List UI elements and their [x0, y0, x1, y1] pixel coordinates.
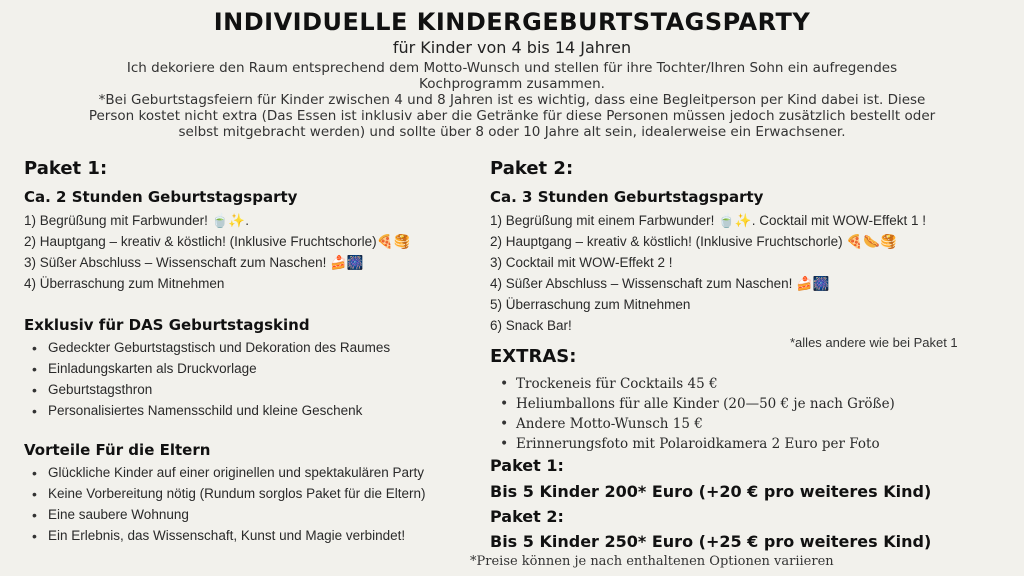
exklusiv-item: • Einladungskarten als Druckvorlage	[48, 361, 257, 376]
paket2-item: 5) Überraschung zum Mitnehmen	[490, 297, 691, 312]
extras-item: • Andere Motto-Wunsch 15 €	[516, 416, 703, 432]
extras-item: • Heliumballons für alle Kinder (20—50 € je nach Größe)	[516, 396, 895, 412]
page-title: INDIVIDUELLE KINDERGEBURTSTAGSPARTY	[213, 8, 811, 36]
price-footnote: *Preise können je nach enthaltenen Optionen variieren	[470, 554, 834, 569]
intro-line-3: *Bei Geburtstagsfeiern für Kinder zwischen 4 und 8 Jahren ist es wichtig, dass eine Begleitperson per Kind dabei ist. Diese	[98, 92, 926, 108]
extras-item: • Erinnerungsfoto mit Polaroidkamera 2 Euro per Foto	[516, 436, 880, 452]
paket1-heading: Paket 1:	[24, 158, 108, 179]
price-paket2-label: Paket 2:	[490, 507, 564, 526]
intro-line-4: Person kostet nicht extra (Das Essen ist inklusiv aber die Getränke für diese Personen müssen jedoch zusätzlich bestellt oder	[88, 108, 936, 124]
paket2-item: 3) Cocktail mit WOW-Effekt 2 !	[490, 255, 673, 270]
exklusiv-item: • Gedeckter Geburtstagstisch und Dekoration des Raumes	[48, 340, 390, 355]
paket2-item: 4) Süßer Abschluss – Wissenschaft zum Naschen! 🍰🎆	[490, 276, 830, 291]
paket1-item: 2) Hauptgang – kreativ & köstlich! (Inklusive Fruchtschorle)🍕🥞	[24, 234, 411, 249]
paket1-item: 1) Begrüßung mit Farbwunder! 🍵✨.	[24, 213, 249, 228]
extras-item: • Trockeneis für Cocktails 45 €	[516, 376, 718, 392]
vorteile-item: • Eine saubere Wohnung	[48, 507, 189, 522]
vorteile-item: • Glückliche Kinder auf einer originellen und spektakulären Party	[48, 465, 424, 480]
exklusiv-heading: Exklusiv für DAS Geburtstagskind	[24, 316, 310, 334]
vorteile-item: • Ein Erlebnis, das Wissenschaft, Kunst und Magie verbindet!	[48, 528, 405, 543]
intro-text	[60, 60, 964, 140]
price-paket1-value: Bis 5 Kinder 200* Euro (+20 € pro weiteres Kind)	[490, 482, 932, 501]
price-paket2-value: Bis 5 Kinder 250* Euro (+25 € pro weiteres Kind)	[490, 532, 932, 551]
paket2-item: 1) Begrüßung mit einem Farbwunder! 🍵✨. Cocktail mit WOW-Effekt 1 !	[490, 213, 927, 228]
paket2-item: 6) Snack Bar!	[490, 318, 572, 333]
paket2-item: 2) Hauptgang – kreativ & köstlich! (Inklusive Fruchtschorle) 🍕🌭🥞	[490, 234, 897, 249]
paket2-note: *alles andere wie bei Paket 1	[790, 335, 958, 350]
vorteile-item: • Keine Vorbereitung nötig (Rundum sorglos Paket für die Eltern)	[48, 486, 425, 501]
paket2-subheading: Ca. 3 Stunden Geburtstagsparty	[490, 188, 764, 206]
page-subtitle: für Kinder von 4 bis 14 Jahren	[392, 38, 632, 57]
intro-line-1: Ich dekoriere den Raum entsprechend dem Motto-Wunsch und stellen für ihre Tochter/Ihren Sohn ein aufregendes	[126, 60, 898, 76]
paket1-item: 3) Süßer Abschluss – Wissenschaft zum Naschen! 🍰🎆	[24, 255, 364, 270]
extras-heading: EXTRAS:	[490, 346, 577, 367]
exklusiv-item: • Personalisiertes Namensschild und kleine Geschenk	[48, 403, 362, 418]
price-paket1-label: Paket 1:	[490, 456, 564, 475]
vorteile-heading: Vorteile Für die Eltern	[24, 441, 211, 459]
paket1-item: 4) Überraschung zum Mitnehmen	[24, 276, 225, 291]
paket2-heading: Paket 2:	[490, 158, 574, 179]
paket1-subheading: Ca. 2 Stunden Geburtstagsparty	[24, 188, 298, 206]
intro-line-5: selbst mitgebracht werden) und sollte über 8 oder 10 Jahre alt sein, idealerweise ein Erwachsener.	[178, 124, 846, 140]
exklusiv-item: • Geburtstagsthron	[48, 382, 152, 397]
intro-line-2: Kochprogramm zusammen.	[419, 76, 605, 92]
